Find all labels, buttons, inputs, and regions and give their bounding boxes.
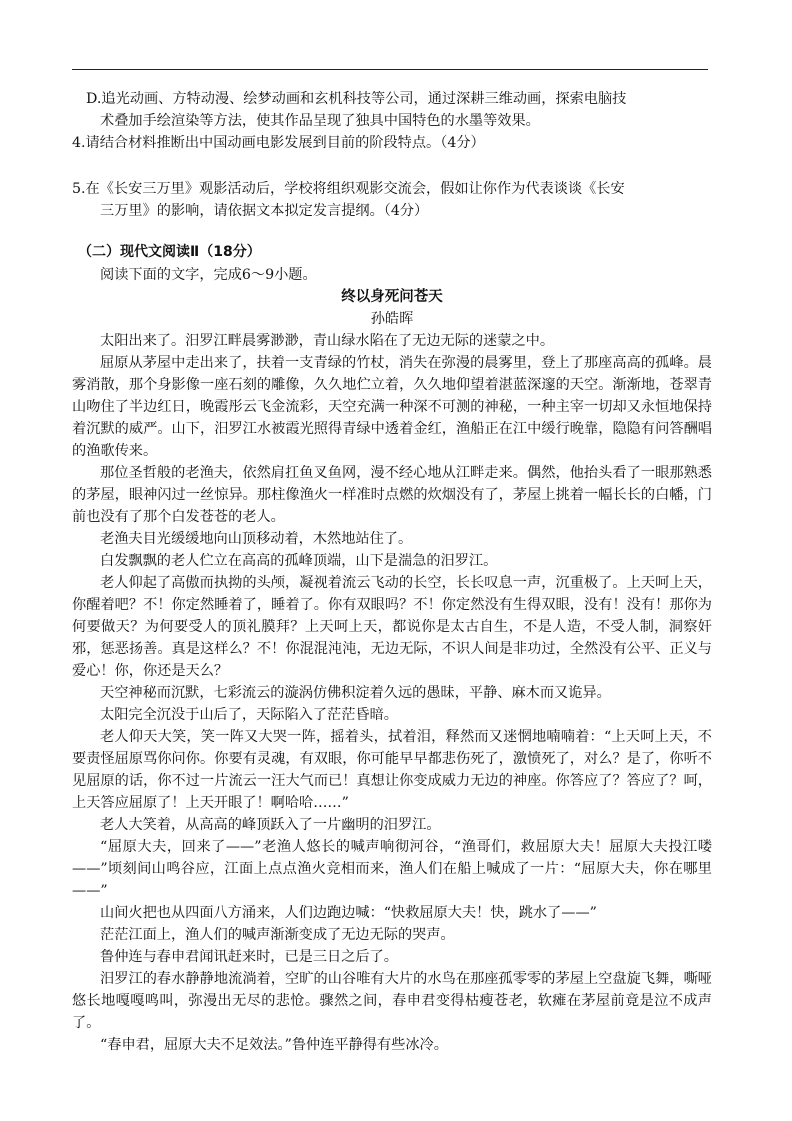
paragraph: 山间火把也从四面八方涌来，人们边跑边喊：“快救屈原大夫！快，跳水了——”	[100, 905, 597, 921]
article-title: 终以身死问苍天	[341, 289, 443, 305]
document-body	[72, 88, 712, 1056]
paragraph: “屈原大夫，回来了——”老渔人悠长的喊声响彻河谷，“渔哥们，救屈原大夫！屈原大夫投江喽——”顷刻间山鸣谷应，江面上点点渔火竞相而来，渔人们在船上喊成了一片：“屈原大夫，你在哪里——”	[72, 839, 712, 899]
paragraph: 老人大笑着，从高高的峰顶跃入了一片幽明的汨罗江。	[100, 817, 441, 833]
answer-space	[72, 154, 712, 178]
option-d-line-1: D.追光动画、方特动漫、绘梦动画和玄机科技等公司，通过深耕三维动画，探索电脑技	[86, 91, 627, 107]
option-d-line-2: 术叠加手绘渲染等方法，使其作品呈现了独具中国特色的水墨等效果。	[100, 113, 540, 129]
reading-instruction: 阅读下面的文字，完成6～9小题。	[100, 267, 317, 283]
paragraph: 太阳出来了。汨罗江畔晨雾渺渺，青山绿水陷在了无边无际的迷蒙之中。	[100, 333, 555, 349]
question-5-line-2: 三万里》的影响，请依据文本拟定发言提纲。（4分）	[100, 203, 429, 219]
article-author: 孙皓晖	[370, 311, 414, 327]
question-4: 4.请结合材料推断出中国动画电影发展到目前的阶段特点。（4分）	[72, 135, 485, 151]
paragraph: 老渔夫目光缓缓地向山顶移动着，木然地站住了。	[100, 531, 413, 547]
answer-space	[72, 222, 712, 240]
question-5-line-1: 5.在《长安三万里》观影活动后，学校将组织观影交流会，假如让你作为代表谈谈《长安	[72, 181, 625, 197]
section-heading: （二）现代文阅读Ⅱ（18分）	[78, 244, 261, 260]
paragraph: 白发飘飘的老人伫立在高高的孤峰顶端，山下是湍急的汨罗江。	[100, 553, 498, 569]
paragraph: “春申君，屈原大夫不足效法。”鲁仲连平静得有些冰冷。	[100, 1037, 448, 1053]
paragraph: 那位圣哲般的老渔夫，依然肩扛鱼叉鱼网，漫不经心地从江畔走来。偶然，他抬头看了一眼那熟悉的茅屋，眼神闪过一丝惊异。那柱像渔火一样准时点燃的炊烟没有了，茅屋上挑着一幅长长的白幡，门前也没有了那个白发苍苍的老人。	[72, 465, 712, 525]
top-rule	[72, 69, 708, 70]
paragraph: 太阳完全沉没于山后了，天际陷入了茫茫昏暗。	[100, 707, 398, 723]
paragraph: 汨罗江的春水静静地流淌着，空旷的山谷唯有大片的水鸟在那座孤零零的茅屋上空盘旋飞舞，嘶哑悠长地嘎嘎鸣叫，弥漫出无尽的悲怆。骤然之间，春申君变得枯瘦苍老，软瘫在茅屋前竟是泣不成声了。	[72, 971, 712, 1031]
paragraph: 屈原从茅屋中走出来了，扶着一支青绿的竹杖，消失在弥漫的晨雾里，登上了那座高高的孤峰。晨雾消散，那个身影像一座石刻的雕像，久久地伫立着，久久地仰望着湛蓝深邃的天空。渐渐地，苍翠青山吻住了半边红日，晚霞彤云飞金流彩，天空充满一种深不可测的神秘，一种主宰一切却又永恒地保持着沉默的威严。山下，汨罗江水被霞光照得青绿中透着金红，渔船正在江中缓行晚靠，隐隐有问答酬唱的渔歌传来。	[72, 355, 712, 459]
paragraph: 天空神秘而沉默，七彩流云的漩涡仿佛积淀着久远的愚昧，平静、麻木而又诡异。	[100, 685, 611, 701]
paragraph: 老人仰天大笑，笑一阵又大哭一阵，摇着头，拭着泪，释然而又迷惘地喃喃着：“上天呵上天，不要责怪屈原骂你问你。你要有灵魂，有双眼，你可能早早都悲伤死了，激愤死了，对么？是了，你听不见屈原的话，你不过一片流云一汪大气而已！真想让你变成威力无边的神座。你答应了？答应了？呵，上天答应屈原了！上天开眼了！啊哈哈……”	[72, 729, 712, 811]
paragraph: 茫茫江面上，渔人们的喊声渐渐变成了无边无际的哭声。	[100, 927, 455, 943]
paragraph: 鲁仲连与春申君闻讯赶来时，已是三日之后了。	[100, 949, 398, 965]
paragraph: 老人仰起了高傲而执拗的头颅，凝视着流云飞动的长空，长长叹息一声，沉重极了。上天呵上天，你醒着吧？不！你定然睡着了，睡着了。你有双眼吗？不！你定然没有生得双眼，没有！没有！那你为何要做天？为何要受人的顶礼膜拜？上天呵上天，都说你是太古自生，不是人造，不受人制，洞察奸邪，惩恶扬善。真是这样么？不！你混混沌沌，无边无际，不识人间是非功过，全然没有公平、正义与爱心！你，你还是天么？	[72, 575, 712, 679]
